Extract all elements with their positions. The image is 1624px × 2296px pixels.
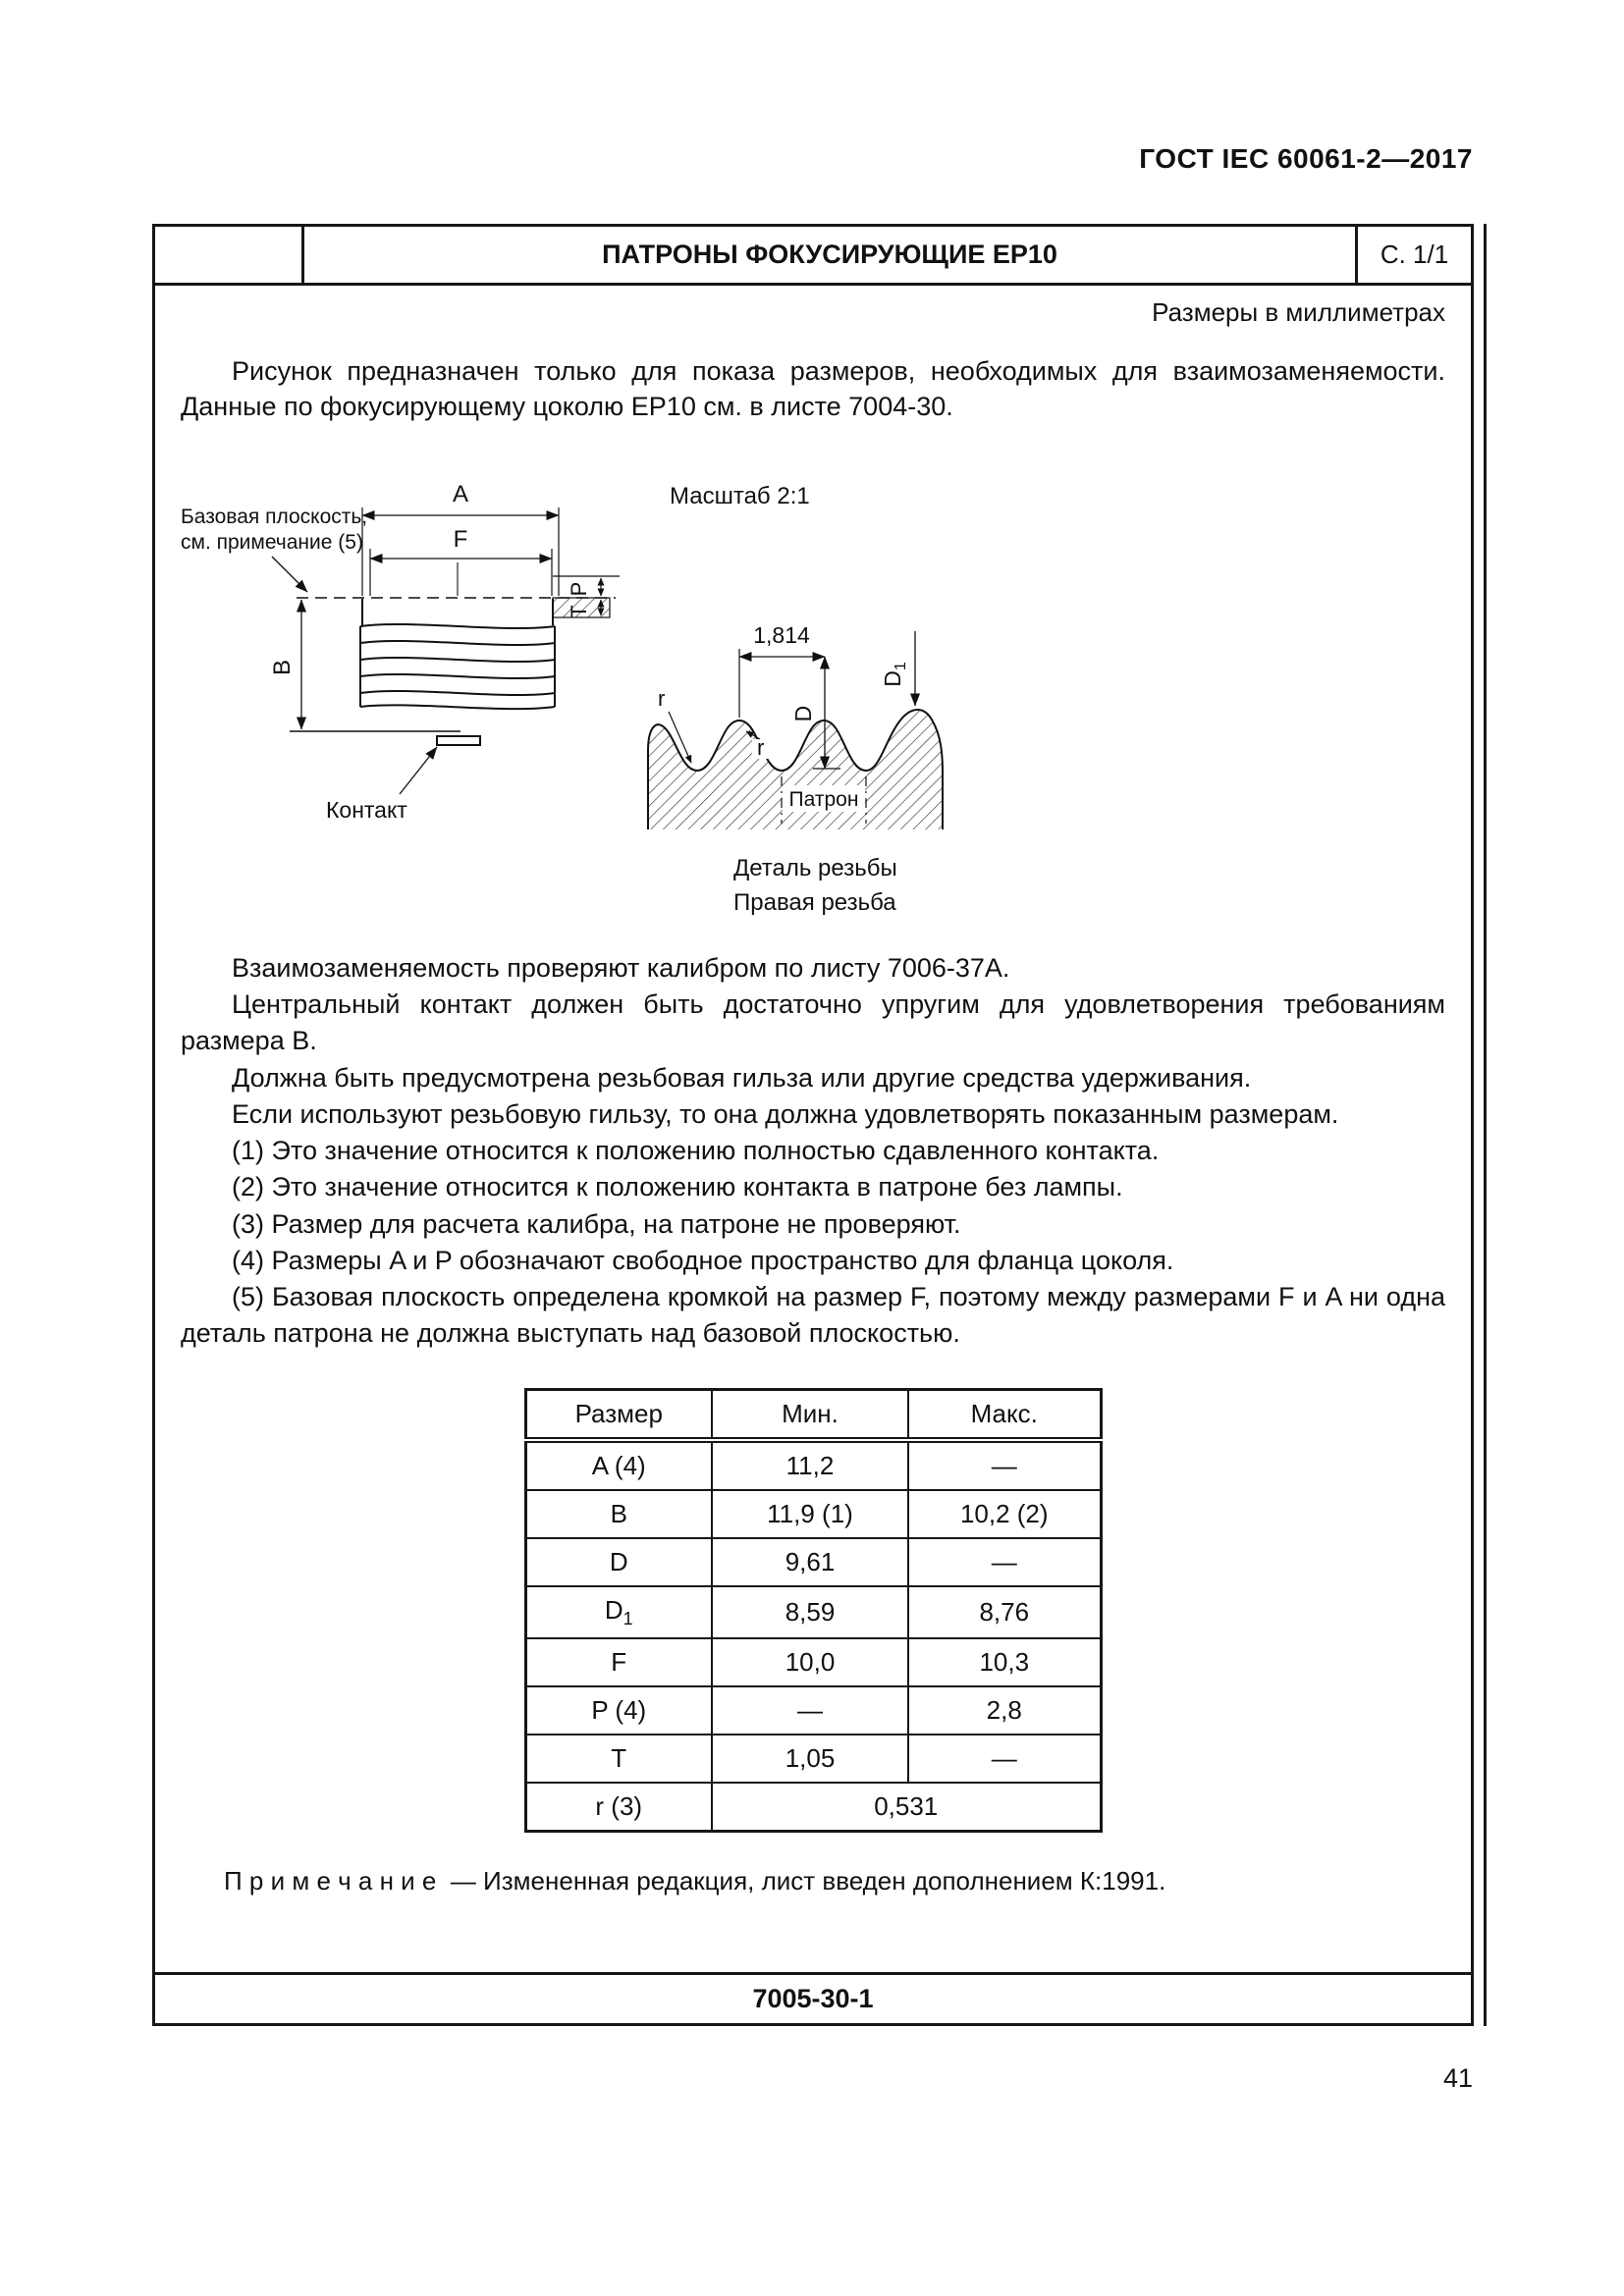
note-paragraph: (5) Базовая плоскость определена кромкой на размер F, поэтому между размерами F и A ни одна деталь патрона не должна выступать над базовой плоскостью.: [181, 1282, 1445, 1349]
note-paragraph: (4) Размеры A и P обозначают свободное пространство для фланца цоколя.: [232, 1245, 1174, 1275]
cell-min: 8,59: [712, 1586, 908, 1638]
note-paragraph: (2) Это значение относится к положению контакта в патроне без лампы.: [232, 1172, 1123, 1202]
cell-min: 1,05: [712, 1735, 908, 1783]
note-paragraph: Взаимозаменяемость проверяют калибром по листу 7006-37A.: [232, 952, 1010, 983]
label-contact: Контакт: [326, 796, 407, 823]
cell-max: —: [908, 1538, 1101, 1586]
note-paragraph: Должна быть предусмотрена резьбовая гильза или другие средства удерживания.: [232, 1062, 1252, 1093]
intro-paragraph: Рисунок предназначен только для показа размеров, необходимых для взаимозаменяемости. Данные по фокусирующему цоколю EP10 см. в листе 7004-30.: [181, 356, 1445, 422]
note-paragraph: (1) Это значение относится к положению полностью сдавленного контакта.: [232, 1136, 1160, 1166]
table-row: [525, 1735, 1101, 1783]
sheet-outer-rule: [1484, 224, 1487, 2026]
right-view-thread-detail: [648, 622, 943, 916]
amendment-note: [224, 1866, 1445, 1896]
col-header-size: Размер: [525, 1389, 712, 1440]
cell-max: —: [908, 1440, 1101, 1490]
note-paragraph: Центральный контакт должен быть достаточно упругим для удовлетворения требованиям размера B.: [181, 989, 1445, 1056]
cell-size: $D_1$: [525, 1586, 712, 1638]
cell-max: 10,3: [908, 1638, 1101, 1686]
cell-min: 10,0: [712, 1638, 908, 1686]
table-row: [525, 1538, 1101, 1586]
cell-max: —: [908, 1735, 1101, 1783]
cell-max: 2,8: [908, 1686, 1101, 1735]
table-row: [525, 1490, 1101, 1538]
cell-min: 9,61: [712, 1538, 908, 1586]
dimension-table: [524, 1388, 1103, 1833]
label-r2: r: [757, 734, 765, 760]
title-empty-cell: [155, 227, 304, 283]
sheet-code: 7005-30-1: [155, 1972, 1471, 2023]
contact-bar: [437, 736, 480, 745]
units-note: Размеры в миллиметрах: [1152, 297, 1445, 327]
sheet-page-marker: С. 1/1: [1355, 227, 1471, 283]
drawing-area: [179, 439, 1471, 934]
label-dim-f: F: [453, 525, 468, 553]
cell-min: 11,2: [712, 1440, 908, 1490]
table-header-row: [525, 1389, 1101, 1440]
cell-max: 10,2 (2): [908, 1490, 1101, 1538]
cell-span-value: 0,531: [712, 1783, 1101, 1832]
sheet-title: ПАТРОНЫ ФОКУСИРУЮЩИЕ EP10: [602, 240, 1057, 269]
cell-size: r (3): [525, 1783, 712, 1832]
label-dim-a: A: [452, 480, 469, 507]
technical-drawing: [179, 439, 1455, 930]
cell-min: 11,9 (1): [712, 1490, 908, 1538]
label-dim-p: P: [567, 581, 591, 597]
threaded-sleeve: [360, 624, 555, 709]
note-paragraph: Если используют резьбовую гильзу, то она должна удовлетворять показанным размерам.: [232, 1098, 1339, 1129]
label-dim-d1: $D_1$: [880, 662, 909, 687]
label-dim-d: D: [790, 705, 816, 722]
table-row: [525, 1638, 1101, 1686]
amendment-note-label: П р и м е ч а н и е: [224, 1865, 437, 1896]
label-base-plane-2: см. примечание (5): [181, 530, 363, 554]
label-thread-detail: Деталь резьбы: [733, 854, 897, 881]
cell-size: P (4): [525, 1686, 712, 1735]
page-number: 41: [1442, 2063, 1473, 2093]
sheet-title-row: [155, 227, 1471, 286]
note-paragraph: (3) Размер для расчета калибра, на патроне не проверяют.: [232, 1208, 961, 1239]
label-r1: r: [658, 685, 666, 711]
label-holder: Патрон: [788, 787, 859, 811]
label-pitch: 1,814: [753, 621, 810, 648]
dimension-table-wrap: [524, 1388, 1103, 1833]
cell-size: A (4): [525, 1440, 712, 1490]
label-dim-t: T: [567, 605, 591, 618]
table-row: [525, 1783, 1101, 1832]
table-row: [525, 1586, 1101, 1638]
cell-size: F: [525, 1638, 712, 1686]
cell-size: D: [525, 1538, 712, 1586]
table-row: [525, 1686, 1101, 1735]
cell-size: B: [525, 1490, 712, 1538]
col-header-min: Мин.: [712, 1389, 908, 1440]
label-scale: Масштаб 2:1: [670, 482, 810, 509]
amendment-note-text: — Измененная редакция, лист введен дополнением К:1991.: [450, 1865, 1166, 1896]
standard-sheet: [152, 224, 1474, 2026]
cell-max: 8,76: [908, 1586, 1101, 1638]
notes-block: [181, 950, 1445, 1353]
standard-reference: ГОСТ IEC 60061-2—2017: [1139, 143, 1473, 174]
table-row: [525, 1440, 1101, 1490]
left-view-holder: [181, 481, 620, 823]
label-base-plane-1: Базовая плоскость,: [181, 505, 368, 528]
label-thread-hand: Правая резьба: [733, 888, 896, 916]
label-dim-b: B: [269, 659, 296, 675]
col-header-max: Макс.: [908, 1389, 1101, 1440]
cell-min: —: [712, 1686, 908, 1735]
cell-size: T: [525, 1735, 712, 1783]
